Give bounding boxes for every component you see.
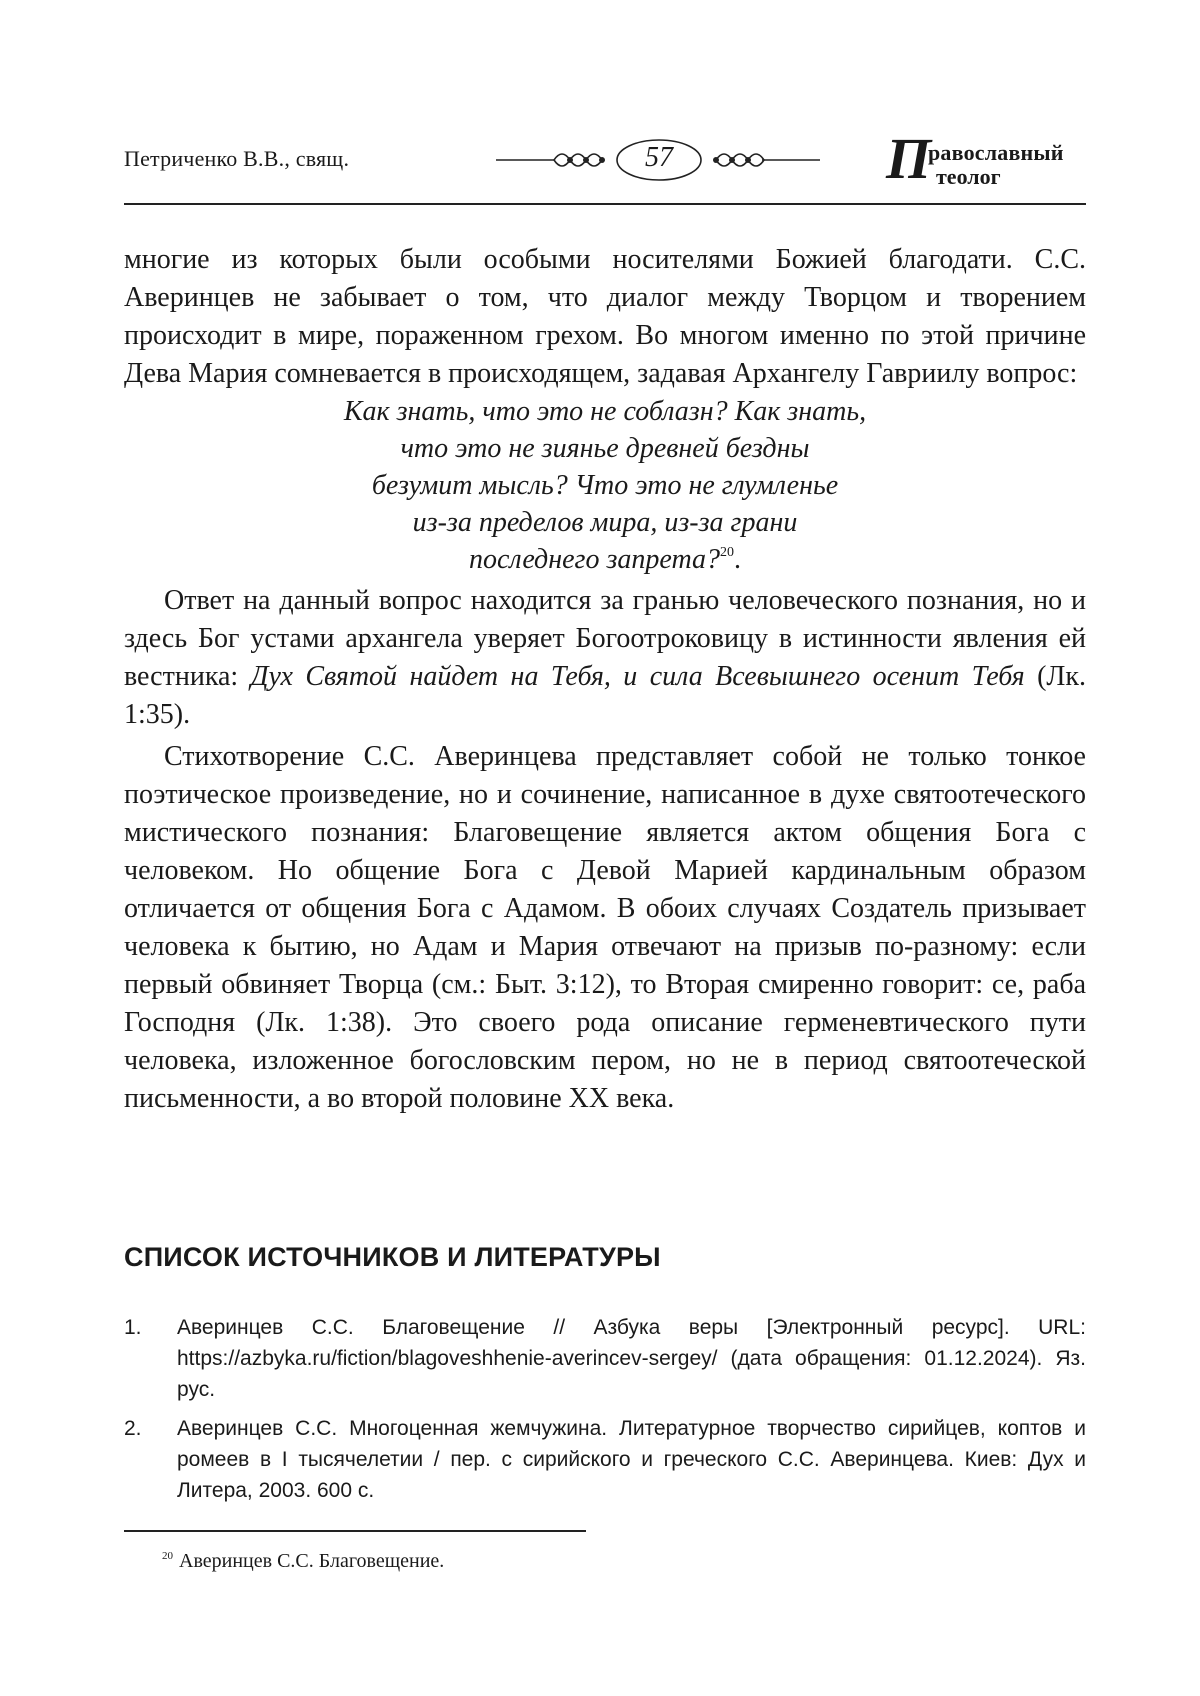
poem-line-last: [124, 541, 1086, 578]
references-heading: СПИСОК ИСТОЧНИКОВ И ЛИТЕРАТУРЫ: [124, 1242, 661, 1272]
journal-logo-initial: П: [886, 126, 932, 191]
reference-number: 1.: [124, 1316, 142, 1339]
references-list: [124, 1312, 1086, 1514]
page-number-ornament: [494, 136, 824, 186]
footnote-number: 20: [162, 1550, 173, 1562]
journal-logo-line1: равославный: [928, 140, 1064, 165]
reference-number: 2.: [124, 1417, 142, 1440]
poem-last-punct: .: [734, 544, 741, 575]
main-text: [124, 241, 1086, 1118]
poem-line: безумит мысль? Что это не глумленье: [371, 470, 839, 501]
paragraph-2-start: Ответ на данный вопрос находится за гранью человеческого познания, но и здесь Бог устами архангела уверяет Богоотроковицу в истинности явления ей вестника:: [124, 585, 1086, 692]
poem-line: что это не зиянье древней бездны: [400, 433, 810, 464]
poem-line: из-за пределов мира, из-за грани: [412, 507, 798, 538]
poem-last-text: последнего запрета?: [468, 544, 720, 575]
reference-text: Аверинцев С.С. Благовещение // Азбука веры [Электронный ресурс]. URL: https://azbyka.ru/fiction/blagoveshhenie-averincev-sergey/ (дата обращения: 01.12.2024). Яз. рус.: [177, 1316, 1086, 1401]
reference-item: [124, 1312, 1086, 1405]
footnote-divider: [124, 1530, 586, 1532]
reference-item: [124, 1413, 1086, 1506]
paragraph-2-end: (Лк. 1:35).: [124, 661, 1087, 730]
header-divider: [124, 203, 1086, 205]
footnote-text: Аверинцев С.С. Благовещение.: [179, 1550, 445, 1572]
running-head-author: Петриченко В.В., свящ.: [124, 146, 350, 171]
paragraph-2: [124, 582, 1086, 734]
poem-quote: [124, 393, 1086, 578]
journal-logo-line2: теолог: [936, 164, 1001, 189]
page-header: [124, 126, 1086, 206]
page-number: 57: [645, 142, 673, 173]
journal-logo: [886, 126, 1086, 196]
footnote-ref[interactable]: 20: [720, 545, 734, 560]
scripture-quote: Дух Святой найдет на Тебя, и сила Всевышнего осенит Тебя: [250, 661, 1025, 692]
poem-line: Как знать, что это не соблазн? Как знать,: [343, 396, 867, 427]
footnote: [162, 1550, 444, 1573]
paragraph-3: Стихотворение С.С. Аверинцева представляет собой не только тонкое поэтическое произведение, но и сочинение, написанное в духе святоотеческого мистического познания: Благовещение является актом общения Бога с человеком. Но общение Бога с Девой Марией кардинальным образом отличается от общения Бога с Адамом. В обоих случаях Создатель призывает человека к бытию, но Адам и Мария отвечают на призыв по-разному: если первый обвиняет Творца (см.: Быт. 3:12), то Вторая смиренно говорит: се, раба Господня (Лк. 1:38). Это своего рода описание герменевтического пути человека, изложенное богословским пером, но не в период святоотеческой письменности, а во второй половине XX века.: [124, 741, 1086, 1114]
paragraph-1: многие из которых были особыми носителями Божией благодати. С.С. Аверинцев не забывает о том, что диалог между Творцом и творением происходит в мире, пораженном грехом. Во многом именно по этой причине Дева Мария сомневается в происходящем, задавая Архангелу Гавриилу вопрос:: [124, 244, 1086, 389]
reference-text: Аверинцев С.С. Многоценная жемчужина. Литературное творчество сирийцев, коптов и ромеев в I тысячелетии / пер. с сирийского и греческого С.С. Аверинцева. Киев: Дух и Литера, 2003. 600 с.: [177, 1417, 1086, 1502]
